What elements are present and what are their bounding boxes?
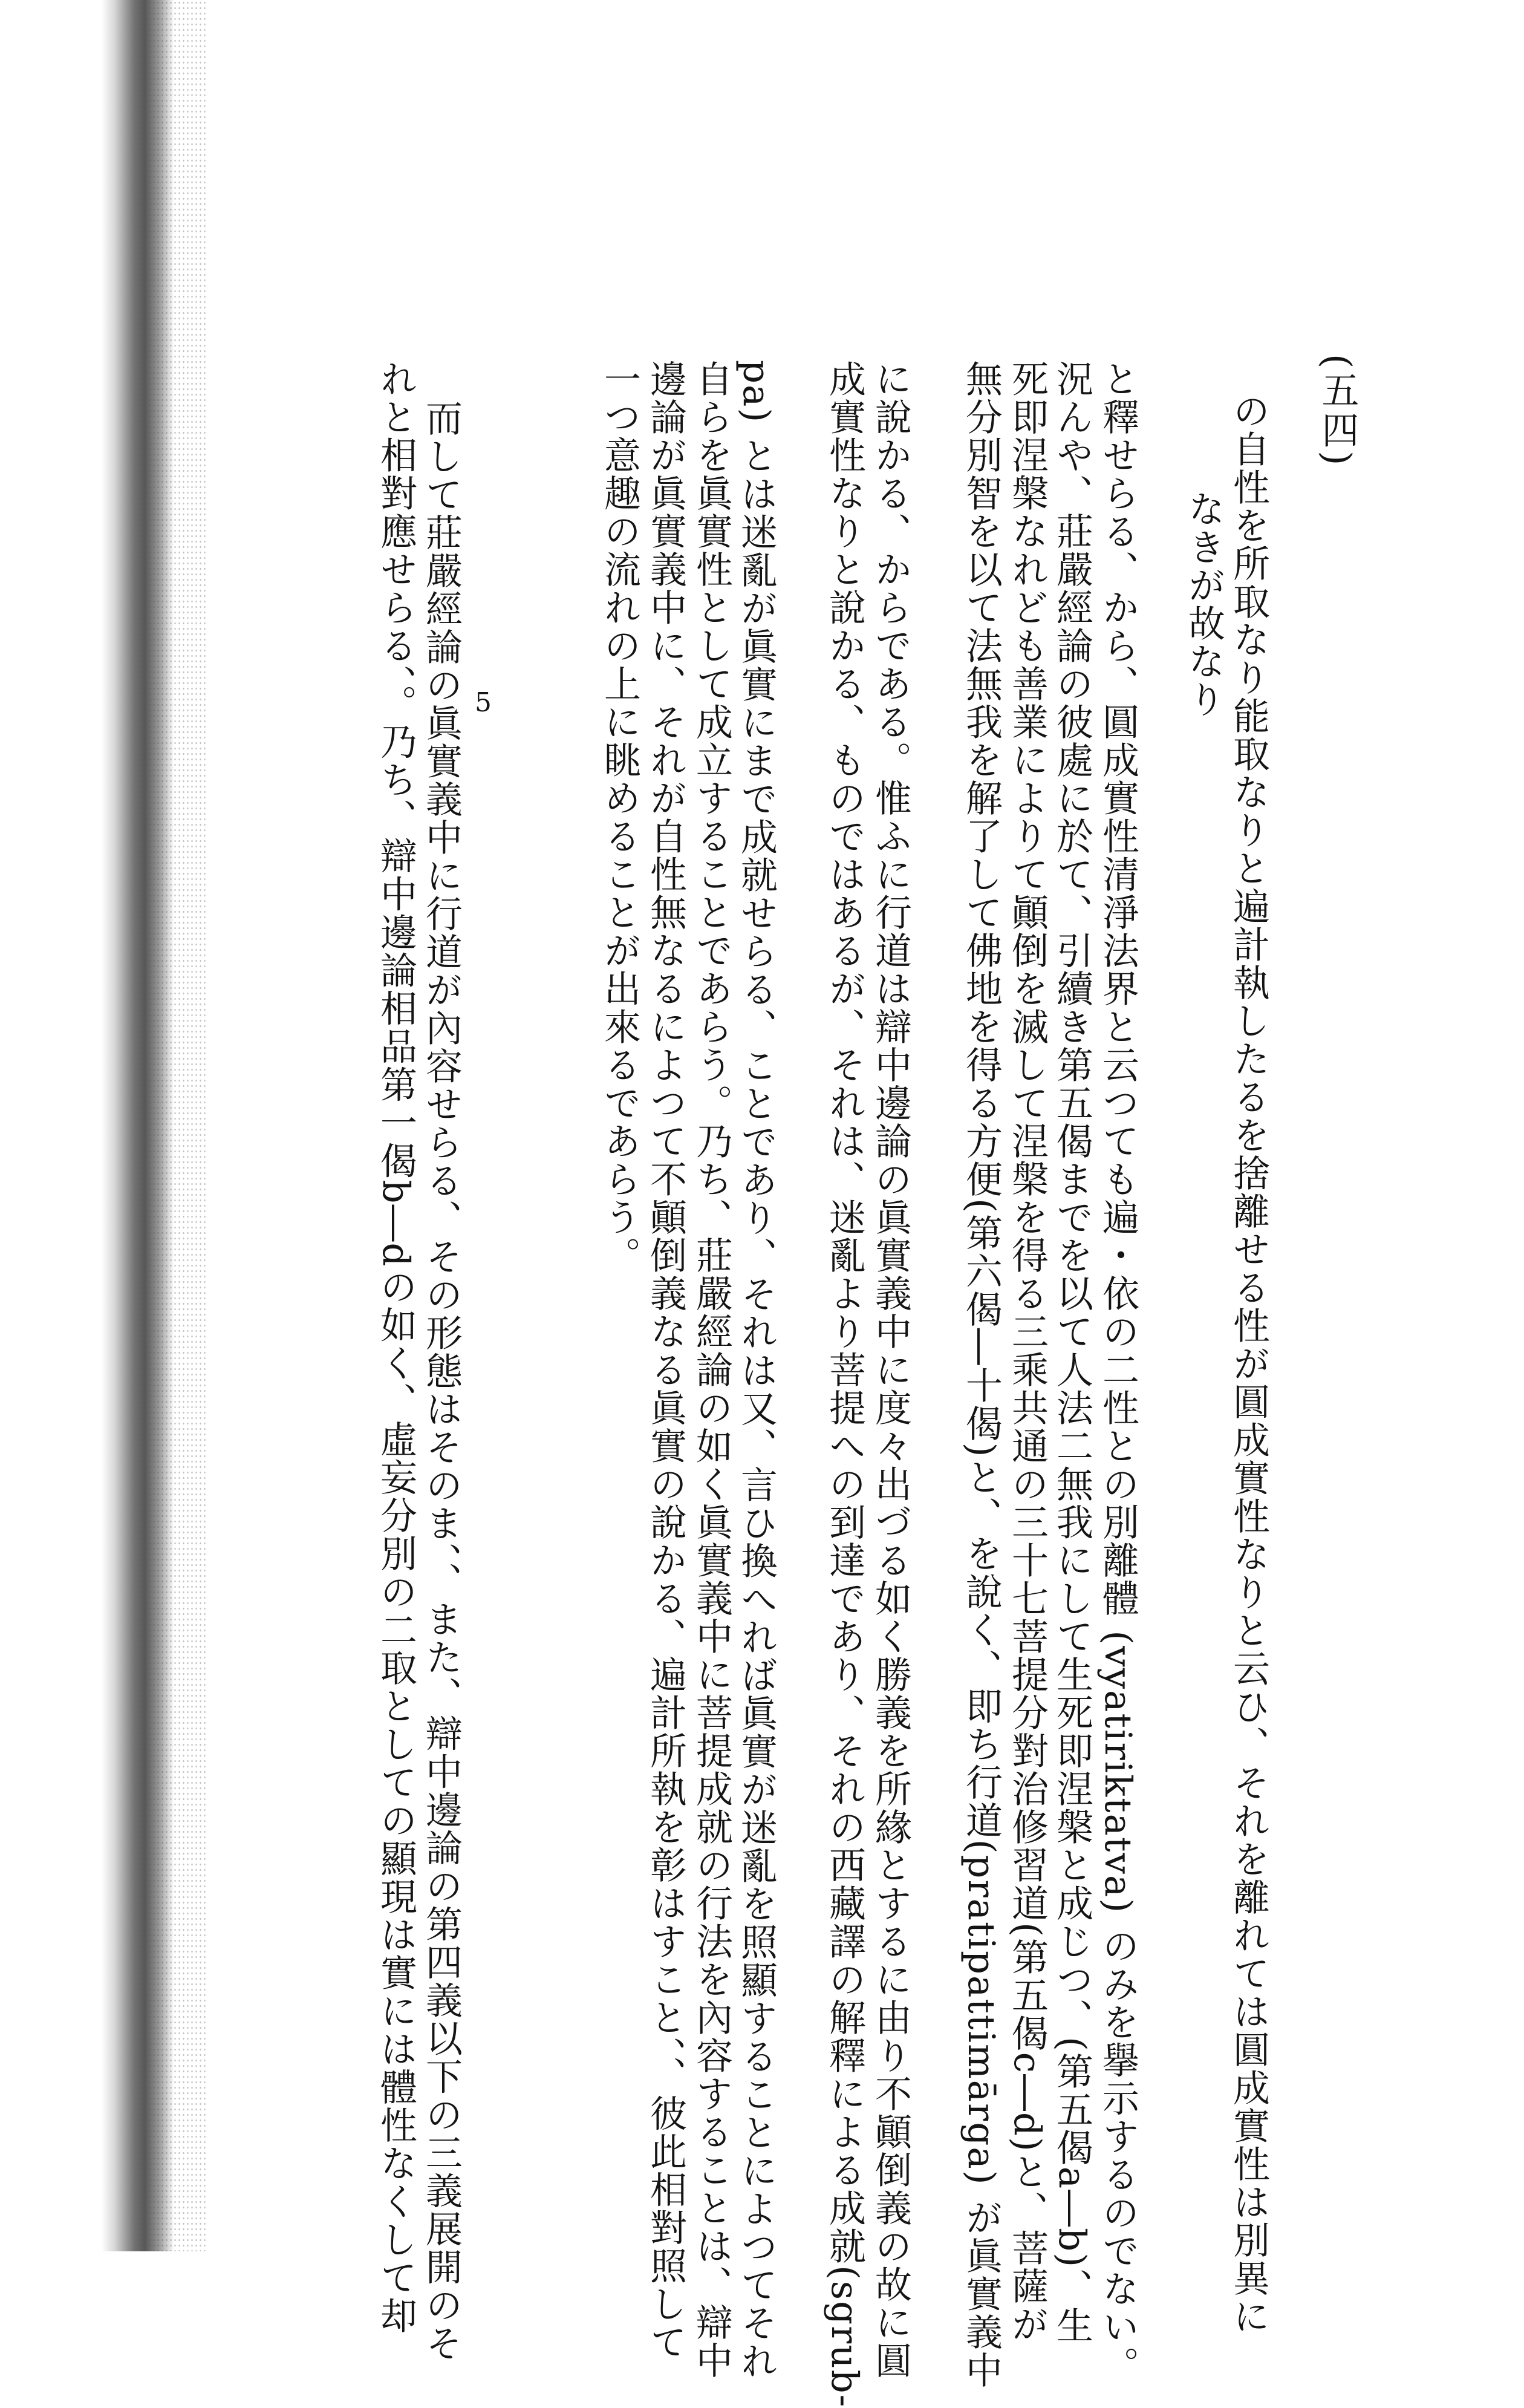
text-line-10: 自らを眞實性として成立することであらう。乃ち、莊嚴經論の如く眞實義中に菩提成就の行法を內容することは、辯中: [690, 360, 733, 2380]
text-line-6: 無分別智を以て法無我を解了して佛地を得る方便(第六偈―十偈)と、を說く、即ち行道(pratipattimārga) が眞實義中: [960, 360, 1003, 2389]
text-line-1: の自性を所取なり能取なりと遍計執したるを捨離せる性が圓成實性なりと云ひ、それを離れては圓成實性は別異に: [1227, 392, 1270, 2335]
text-line-13: 而して莊嚴經論の眞實義中に行道が內容せらる、その形態はそのま、、また、辯中邊論の第四義以下の三義展開のそ: [420, 399, 463, 2363]
section-number: 5: [475, 687, 492, 718]
text-line-14: れと相對應せらる、。乃ち、辯中邊論相品第一偈b―dの如く、虛妄分別の二取としての顯現は實には體性なくして却: [374, 360, 417, 2335]
text-line-9: pa) とは迷亂が眞實にまで成就せらる、ことであり、それは又、言ひ換へれば眞實が迷亂を照顯することによつてそれ: [735, 360, 778, 2380]
text-line-8: 成實性なりと說かる、ものではあるが、それは、迷亂より菩提への到達であり、それの西藏譯の解釋による成就(sgrub-: [823, 360, 866, 2408]
text-line-5: 死即涅槃なれども善業によりて顚倒を滅して涅槃を得る三乘共通の三十七菩提分對治修習道(第五偈c―d)と、菩薩が: [1006, 360, 1049, 2343]
page-number: (五四): [1315, 354, 1360, 468]
text-line-2: なきが故なり: [1182, 490, 1225, 719]
text-line-11: 邊論が眞實義中に、それが自性無なるによつて不顚倒義なる眞實の說かる、遍計所執を彰はすこと、、彼此相對照して: [644, 360, 687, 2361]
text-line-7: に說かる、からである。惟ふに行道は辯中邊論の眞實義中に度々出づる如く勝義を所緣とするに由り不顚倒義の故に圓: [869, 360, 912, 2380]
text-line-12: 一つ意趣の流れの上に眺めることが出來るであらう。: [598, 360, 641, 1274]
text-line-3: と釋せらる、から、圓成實性清淨法界と云つても遍・依の二性との別離體 (vyatiriktatva) のみを擧示するのでない。: [1096, 360, 1139, 2384]
text-line-4: 況んや、莊嚴經論の彼處に於て、引續き第五偈までを以て人法二無我にして生死即涅槃と成じつ、(第五偈a―b)、生: [1050, 360, 1093, 2345]
page-binding-speckle: [139, 0, 206, 2251]
